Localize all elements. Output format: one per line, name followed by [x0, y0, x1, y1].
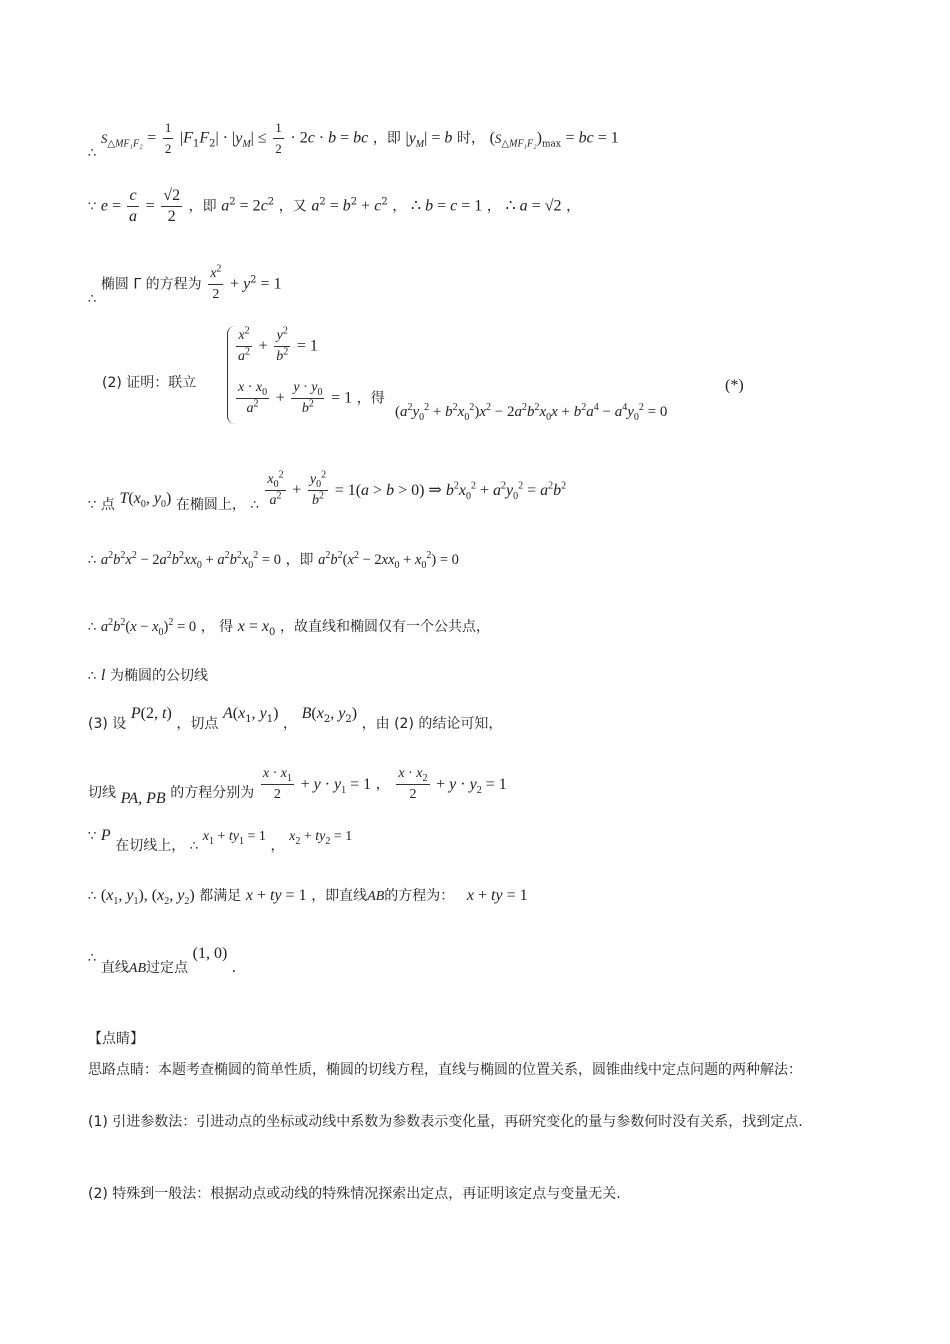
- line-p-on-tangents: ∵ P 在切线上， ∴ $x_1 + ty_1 = 1$ ， $x_2 + ty_2 = 1$: [88, 827, 353, 854]
- line-part3-setup: (3) 设 P(2, t) ，切点 $A(x_1$, $y_1$) ， $B(x_2$, $y_2$) ，由 (2) 的结论可知，: [88, 705, 503, 732]
- equation-quadratic: $(a^2y_0^2 + b^2x_0^2)x^2 - 2a^2b^2x_0x + b^2a^4 - a^4y_0^2 = 0$: [395, 402, 668, 423]
- line-tangent-equations: 切线 PA, PB 的方程分别为 $\frac{x \cdot x_1}{2}$ + $y \cdot y_1 = 1$ ， $\frac{x \cdot x_2}{2}$ + $y \cdot y_2 = 1$: [88, 766, 507, 807]
- line-ellipse-equation: ∴ 椭圆 Γ 的方程为 $\frac{x^2}{2}$ + $y^2 = 1$: [88, 263, 282, 307]
- note-heading: 【点睛】: [88, 1031, 144, 1047]
- line-area-max: ∴ $S_{\triangle MF_1F_2}$ = $\frac{1}{2}$ $|F_1F_2| \cdot |y_M|$ ≤ $\frac{1}{2}$ · 2c · b = bc ，即 $|y_M| = b$ 时， $(S_{\triangle MF_1F_2})_{max}$ = bc = 1: [88, 120, 619, 161]
- line-eccentricity: ∵ e = $\frac{c}{a}$ = $\frac{√2}{2}$ ，即 $a^2 = 2c^2$ ，又 $a^2 = b^2 + c^2$ ， ∴ b = c = 1 ， ∴ a = √2 ，: [88, 187, 581, 225]
- line-ab-equation: ∴ ($x_1$, $y_1$), ($x_2$, $y_2$) 都满足 x + ty = 1 ，即直线AB的方程为： x + ty = 1: [88, 887, 528, 908]
- line-fixed-point: ∴ 直线AB过定点 (1, 0) .: [88, 945, 236, 976]
- note-paragraph-2: (1) 引进参数法：引进动点的坐标或动线中系数为参数表示变化量，再研究变化的量与参数何时没有关系，找到定点.: [88, 1114, 803, 1130]
- line-system-label: (2) 证明：联立: [102, 375, 197, 391]
- line-point-on-ellipse: ∵ 点 $T(x_0$, $y_0$) 在椭圆上， ∴ $\frac{x_0^2}{a^2}$ + $\frac{y_0^2}{b^2}$ = 1(a > b > 0) ⇒ $b^2x_0^2 + a^2y_0^2 = a^2b^2$: [88, 469, 567, 513]
- system-eq2: $\frac{x \cdot x_0}{a^2}$ + $\frac{y \cdot y_0}{b^2}$ = 1 ，得: [238, 380, 385, 416]
- note-paragraph-3: (2) 特殊到一般法：根据动点或动线的特殊情况探索出定点，再证明该定点与变量无关.: [88, 1186, 621, 1202]
- line-single-root: ∴ $a^2b^2(x - x_0)^2 = 0$ ， 得 $x = x_0$ ，故直线和椭圆仅有一个公共点，: [88, 617, 490, 638]
- note-paragraph-1: [88, 1036, 863, 1084]
- line-tangent-conclusion: ∴ l 为椭圆的公切线: [88, 667, 208, 684]
- equation-star: (*): [725, 377, 744, 394]
- system-eq1: $\frac{x^2}{a^2}$ + $\frac{y^2}{b^2}$ = 1: [238, 325, 318, 364]
- line-simplify: ∴ $a^2b^2x^2 - 2a^2b^2xx_0 + a^2b^2x_0^2 = 0$ ，即 $a^2b^2(x^2 - 2xx_0 + x_0^2) = 0$: [88, 550, 459, 571]
- note-summary: 思路点睛：本题考查椭圆的简单性质，椭圆的切线方程，直线与椭圆的位置关系，圆锥曲线中定点问题的两种解法：: [88, 1062, 802, 1078]
